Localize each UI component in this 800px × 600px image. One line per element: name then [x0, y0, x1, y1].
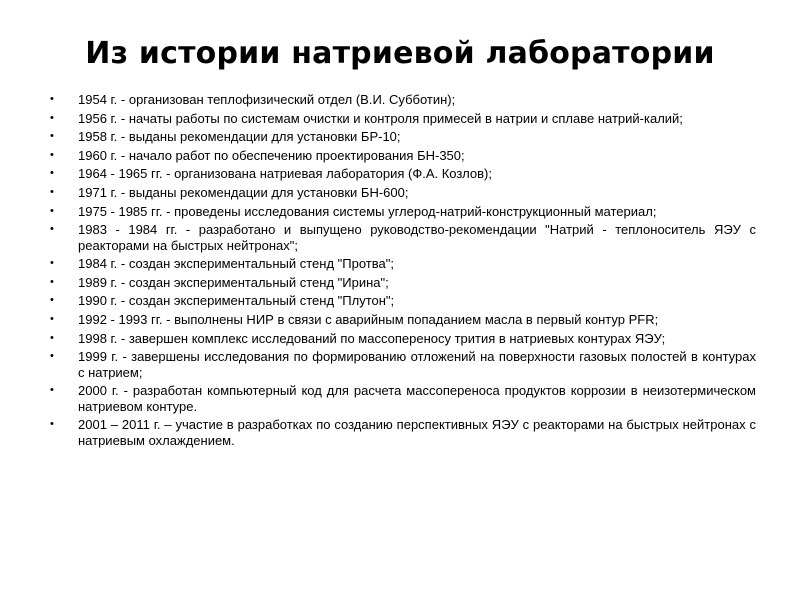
- list-item-text: 1956 г. - начаты работы по системам очистки и контроля примесей в натрии и сплаве натрий-калий;: [78, 110, 683, 126]
- bullet-icon: •: [50, 167, 54, 180]
- list-item: [50, 417, 756, 448]
- list-item: [50, 204, 756, 219]
- list-item-text: 2000 г. - разработан компьютерный код для расчета массопереноса продуктов коррозии в неизотермическом натриевом контуре.: [78, 383, 756, 414]
- bullet-icon: •: [50, 185, 54, 198]
- list-item-text: 2001 – 2011 г. – участие в разработках по созданию перспективных ЯЭУ с реакторами на быстрых нейтронах с натриевым охлаждением.: [78, 417, 756, 448]
- bullet-icon: •: [50, 204, 54, 217]
- list-item: [50, 185, 756, 200]
- slide-title: Из истории натриевой лаборатории: [85, 36, 715, 71]
- bullet-icon: •: [50, 312, 54, 325]
- list-item-text: 1964 - 1965 гг. - организована натриевая лаборатория (Ф.А. Козлов);: [78, 166, 492, 182]
- bullet-icon: •: [50, 130, 54, 143]
- list-item-text: 1954 г. - организован теплофизический отдел (В.И. Субботин);: [78, 92, 456, 107]
- list-item: [50, 293, 756, 308]
- bullet-icon: •: [50, 294, 54, 307]
- list-item-text: 1984 г. - создан экспериментальный стенд "Протва";: [78, 256, 394, 272]
- list-item: [50, 349, 756, 380]
- list-item: [50, 222, 756, 253]
- list-item-text: 1971 г. - выданы рекомендации для установки БН-600;: [78, 184, 409, 200]
- list-item-text: 1983 - 1984 гг. - разработано и выпущено руководство-рекомендации "Натрий - теплоноситель ЯЭУ с реакторами на быстрых нейтронах";: [78, 222, 756, 253]
- list-item-text: 1960 г. - начало работ по обеспечению проектирования БН-350;: [78, 147, 465, 163]
- list-item: [50, 166, 756, 181]
- bullet-icon: •: [50, 148, 54, 161]
- bullet-icon: •: [50, 350, 54, 363]
- bullet-icon: •: [50, 111, 54, 124]
- bullet-icon: •: [50, 331, 54, 344]
- bullet-icon: •: [50, 275, 54, 288]
- bullet-icon: •: [50, 223, 54, 236]
- list-item: [50, 92, 756, 107]
- list-item: [50, 331, 756, 346]
- history-list: [50, 92, 756, 451]
- list-item: [50, 312, 756, 327]
- list-item: [50, 129, 756, 144]
- list-item-text: 1992 - 1993 гг. - выполнены НИР в связи с аварийным попаданием масла в первый контур PFR;: [78, 311, 659, 327]
- list-item: [50, 111, 756, 126]
- list-item-text: 1998 г. - завершен комплекс исследований по массопереносу трития в натриевых контурах ЯЭУ;: [78, 330, 666, 346]
- list-item-text: 1958 г. - выданы рекомендации для установки БР-10;: [78, 129, 401, 145]
- bullet-icon: •: [50, 418, 54, 431]
- list-item: [50, 275, 756, 290]
- bullet-icon: •: [50, 93, 54, 105]
- list-item: [50, 383, 756, 414]
- list-item-text: 1990 г. - создан экспериментальный стенд "Плутон";: [78, 293, 395, 309]
- bullet-icon: •: [50, 384, 54, 397]
- list-item-text: 1975 - 1985 гг. - проведены исследования системы углерод-натрий-конструкционный материал;: [78, 203, 657, 219]
- bullet-icon: •: [50, 257, 54, 270]
- list-item-text: 1999 г. - завершены исследования по формированию отложений на поверхности газовых полостей в контурах с натрием;: [78, 349, 756, 380]
- list-item-text: 1989 г. - создан экспериментальный стенд "Ирина";: [78, 274, 389, 290]
- list-item: [50, 256, 756, 271]
- list-item: [50, 148, 756, 163]
